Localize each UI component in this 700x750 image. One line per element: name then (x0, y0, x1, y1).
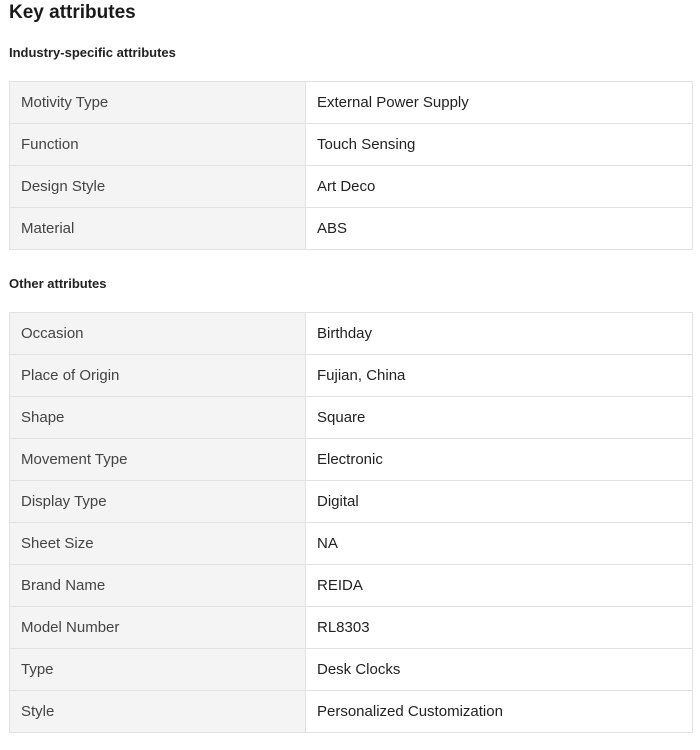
attribute-value: Personalized Customization (306, 691, 693, 733)
attribute-key: Model Number (10, 607, 306, 649)
table-row (10, 397, 693, 439)
table-row (10, 691, 693, 733)
other-attributes-heading: Other attributes (9, 276, 107, 291)
table-row (10, 481, 693, 523)
attribute-value: Art Deco (306, 166, 693, 208)
attribute-key: Type (10, 649, 306, 691)
attribute-value: ABS (306, 208, 693, 250)
attribute-value: Digital (306, 481, 693, 523)
table-row (10, 166, 693, 208)
table-row (10, 355, 693, 397)
attribute-value: Touch Sensing (306, 124, 693, 166)
attribute-value: Fujian, China (306, 355, 693, 397)
table-row (10, 523, 693, 565)
attribute-value: Birthday (306, 313, 693, 355)
attribute-key: Shape (10, 397, 306, 439)
attribute-key: Occasion (10, 313, 306, 355)
attribute-key: Style (10, 691, 306, 733)
table-row (10, 607, 693, 649)
page-title: Key attributes (9, 2, 136, 23)
other-attributes-table (9, 312, 693, 733)
attribute-key: Brand Name (10, 565, 306, 607)
attribute-key: Display Type (10, 481, 306, 523)
attribute-value: Square (306, 397, 693, 439)
industry-attributes-heading: Industry-specific attributes (9, 45, 176, 60)
attribute-value: NA (306, 523, 693, 565)
attribute-key: Material (10, 208, 306, 250)
attribute-key: Motivity Type (10, 82, 306, 124)
attribute-key: Function (10, 124, 306, 166)
table-row (10, 439, 693, 481)
table-row (10, 82, 693, 124)
attribute-key: Sheet Size (10, 523, 306, 565)
table-row (10, 565, 693, 607)
industry-attributes-table (9, 81, 693, 250)
attribute-value: Desk Clocks (306, 649, 693, 691)
attribute-value: REIDA (306, 565, 693, 607)
table-row (10, 124, 693, 166)
table-row (10, 208, 693, 250)
attribute-value: External Power Supply (306, 82, 693, 124)
attribute-value: Electronic (306, 439, 693, 481)
table-row (10, 313, 693, 355)
attribute-key: Place of Origin (10, 355, 306, 397)
attribute-value: RL8303 (306, 607, 693, 649)
attribute-key: Movement Type (10, 439, 306, 481)
table-row (10, 649, 693, 691)
attribute-key: Design Style (10, 166, 306, 208)
